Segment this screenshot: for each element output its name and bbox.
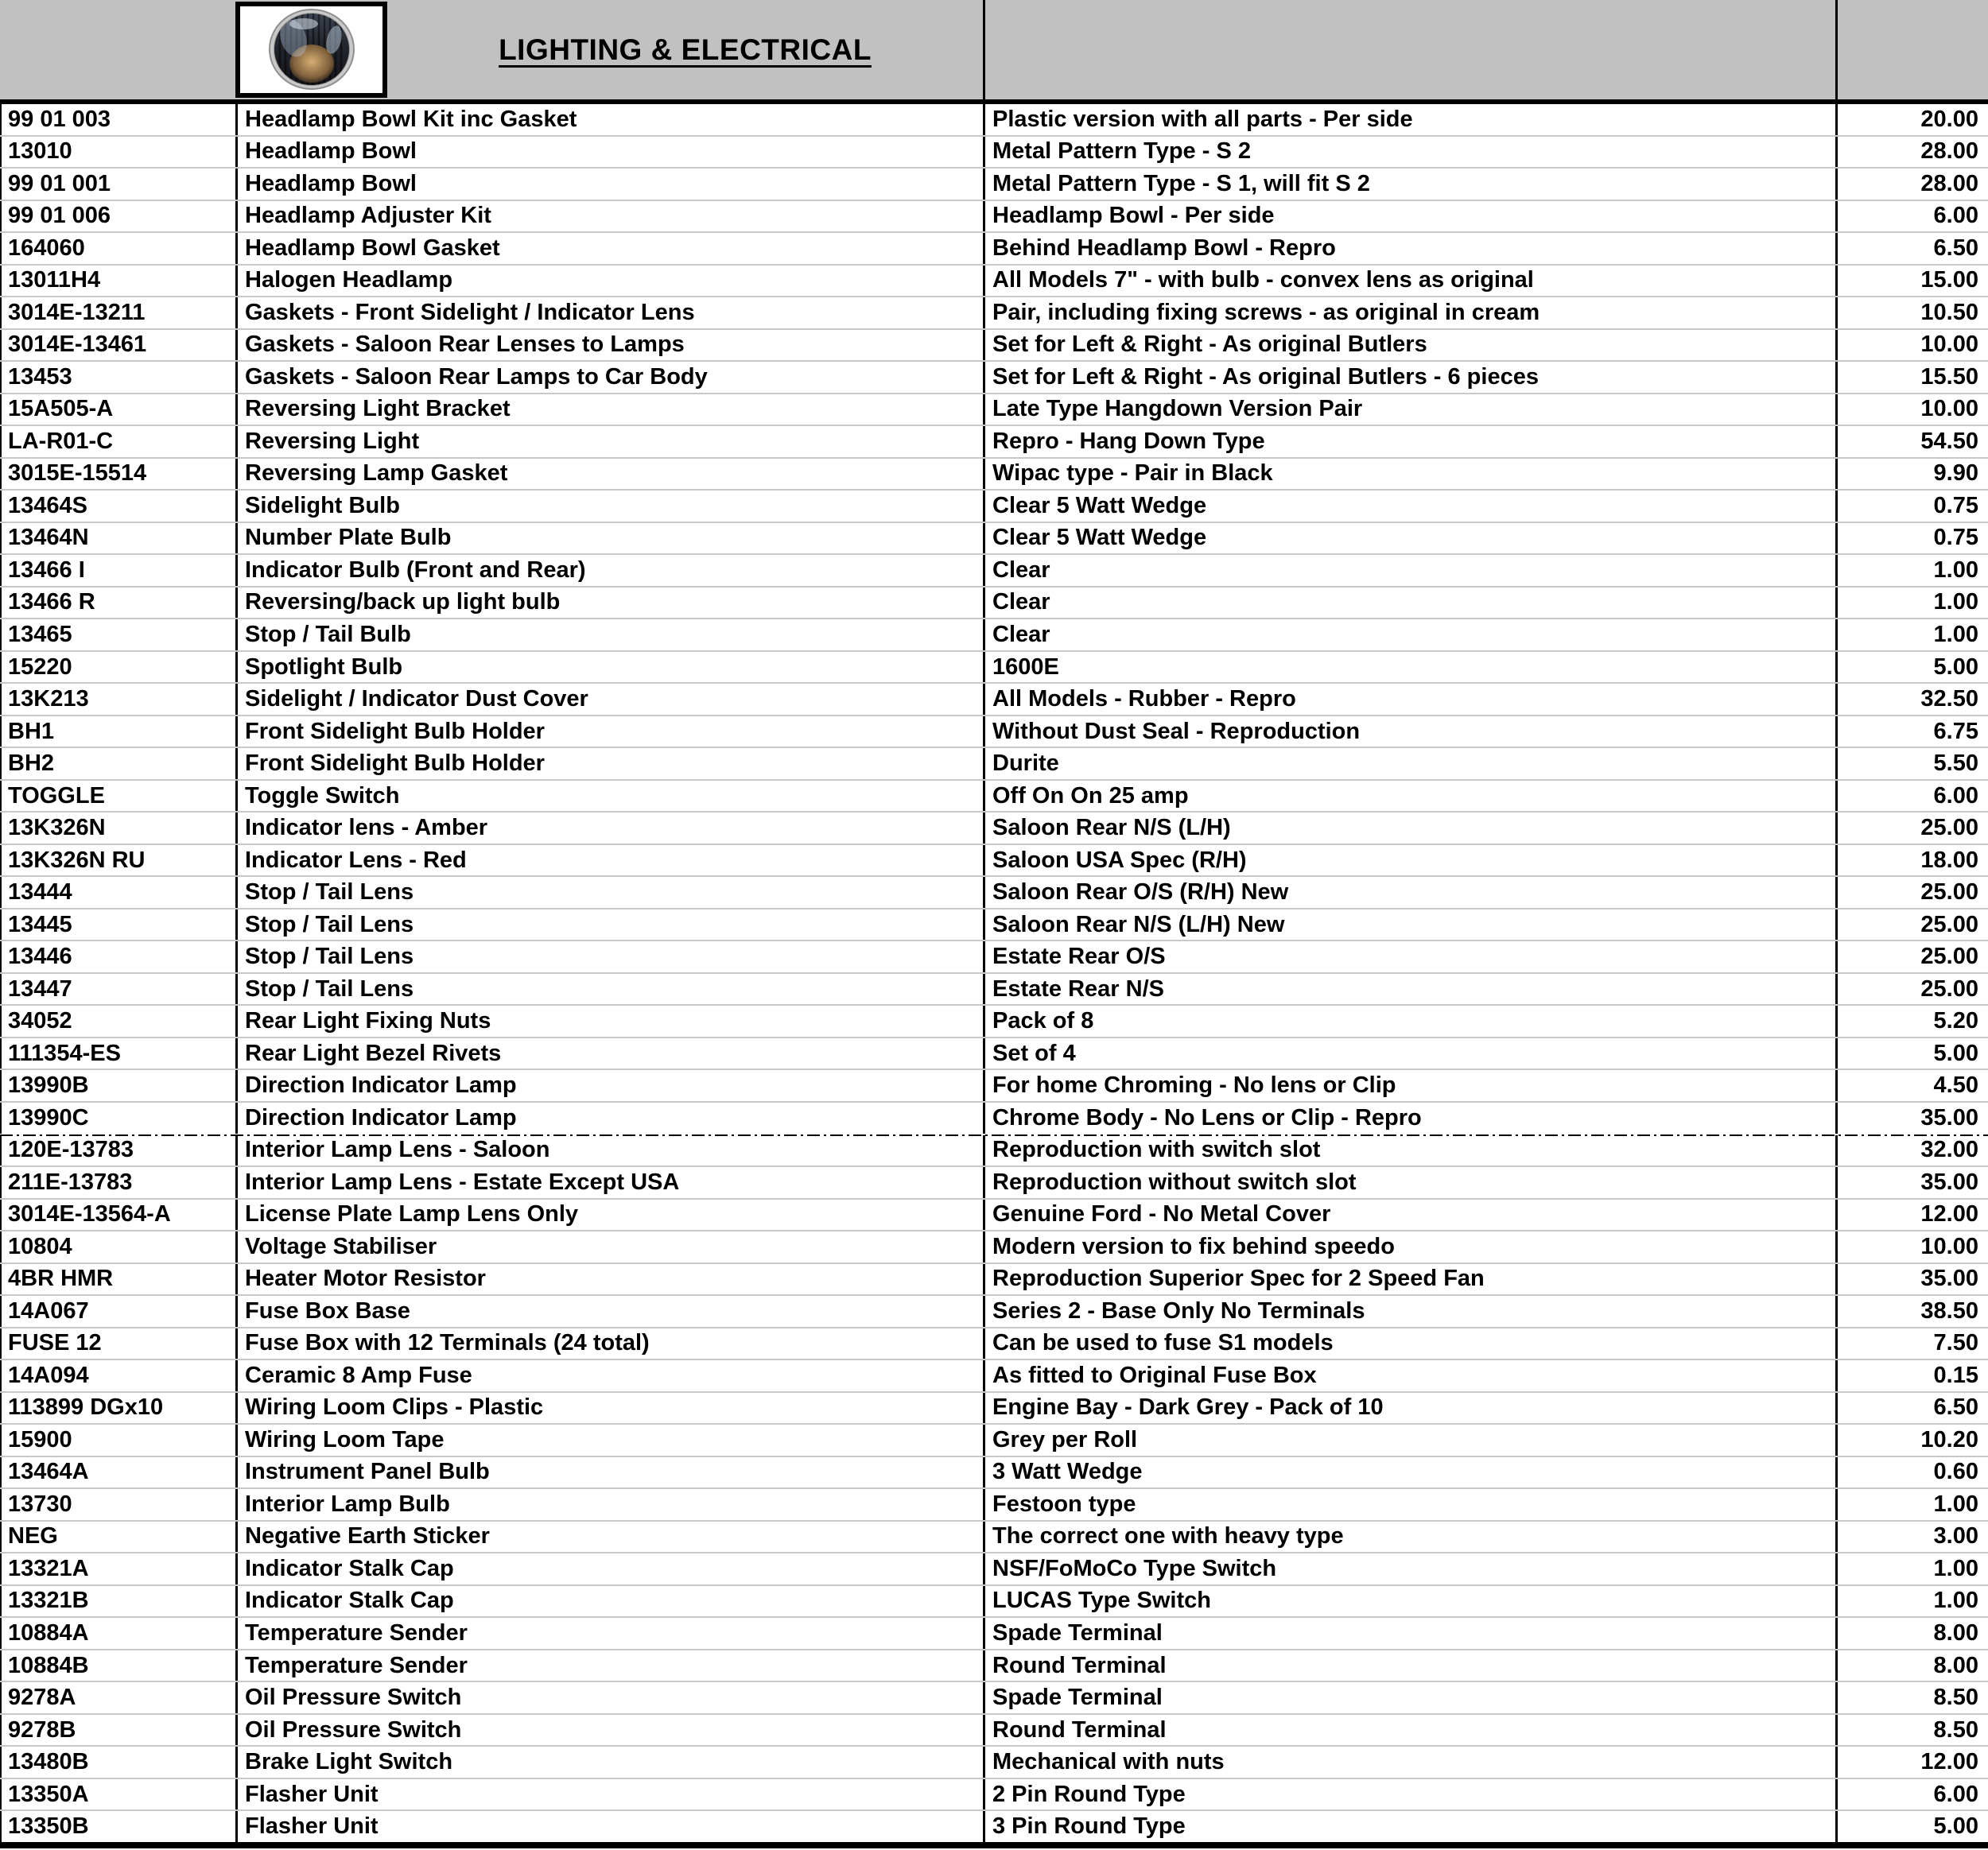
table-row xyxy=(0,1682,1988,1715)
description-cell: Headlamp Bowl xyxy=(235,169,983,200)
headlamp-image-frame xyxy=(235,2,387,98)
table-row xyxy=(0,555,1988,588)
table-row xyxy=(0,491,1988,523)
price-cell: 10.20 xyxy=(1835,1425,1988,1456)
table-row xyxy=(0,813,1988,845)
price-cell: 54.50 xyxy=(1835,426,1988,457)
detail-cell: Chrome Body - No Lens or Clip - Repro xyxy=(983,1103,1835,1134)
price-cell: 5.00 xyxy=(1835,1811,1988,1842)
part-number-cell: 13730 xyxy=(0,1489,235,1520)
price-cell: 1.00 xyxy=(1835,588,1988,619)
price-cell: 6.50 xyxy=(1835,233,1988,264)
description-cell: Sidelight Bulb xyxy=(235,491,983,522)
table-row xyxy=(0,1618,1988,1650)
detail-cell: Saloon Rear O/S (R/H) New xyxy=(983,877,1835,908)
price-cell: 32.00 xyxy=(1835,1135,1988,1166)
price-cell: 6.00 xyxy=(1835,781,1988,812)
price-cell: 15.00 xyxy=(1835,266,1988,297)
description-cell: Oil Pressure Switch xyxy=(235,1715,983,1746)
price-cell: 8.50 xyxy=(1835,1715,1988,1746)
price-cell: 6.50 xyxy=(1835,1393,1988,1424)
detail-cell: 3 Pin Round Type xyxy=(983,1811,1835,1842)
price-cell: 0.75 xyxy=(1835,523,1988,554)
part-number-cell: 10884A xyxy=(0,1618,235,1649)
part-number-cell: 14A094 xyxy=(0,1360,235,1391)
table-row xyxy=(0,169,1988,201)
table-row xyxy=(0,104,1988,137)
table-row xyxy=(0,1489,1988,1522)
table-row xyxy=(0,459,1988,491)
part-number-cell: LA-R01-C xyxy=(0,426,235,457)
table-row xyxy=(0,1393,1988,1425)
detail-cell: Round Terminal xyxy=(983,1715,1835,1746)
detail-cell: Durite xyxy=(983,748,1835,779)
part-number-cell: 34052 xyxy=(0,1006,235,1037)
description-cell: Direction Indicator Lamp xyxy=(235,1070,983,1101)
detail-cell: Metal Pattern Type - S 2 xyxy=(983,137,1835,168)
description-cell: Reversing Lamp Gasket xyxy=(235,459,983,490)
part-number-cell: 13464S xyxy=(0,491,235,522)
price-cell: 1.00 xyxy=(1835,555,1988,586)
part-number-cell: 13321B xyxy=(0,1586,235,1617)
detail-cell: Set of 4 xyxy=(983,1038,1835,1069)
description-cell: Front Sidelight Bulb Holder xyxy=(235,748,983,779)
table-row xyxy=(0,1457,1988,1490)
table-row xyxy=(0,1425,1988,1457)
detail-cell: Clear xyxy=(983,588,1835,619)
table-row xyxy=(0,1586,1988,1619)
header-column-divider xyxy=(983,0,985,99)
part-number-cell: 13K326N xyxy=(0,813,235,844)
table-row xyxy=(0,941,1988,974)
table-row xyxy=(0,266,1988,298)
description-cell: Ceramic 8 Amp Fuse xyxy=(235,1360,983,1391)
price-cell: 15.50 xyxy=(1835,362,1988,393)
part-number-cell: 13010 xyxy=(0,137,235,168)
price-cell: 25.00 xyxy=(1835,941,1988,972)
part-number-cell: 13466 R xyxy=(0,588,235,619)
detail-cell: Saloon Rear N/S (L/H) New xyxy=(983,909,1835,941)
detail-cell: Late Type Hangdown Version Pair xyxy=(983,394,1835,425)
table-body xyxy=(0,104,1988,1842)
description-cell: Temperature Sender xyxy=(235,1618,983,1649)
detail-cell: Modern version to fix behind speedo xyxy=(983,1231,1835,1262)
part-number-cell: 13446 xyxy=(0,941,235,972)
detail-cell: Reproduction with switch slot xyxy=(983,1135,1835,1166)
part-number-cell: 13K326N RU xyxy=(0,845,235,876)
price-cell: 1.00 xyxy=(1835,1586,1988,1617)
description-cell: Fuse Box Base xyxy=(235,1296,983,1327)
detail-cell: Clear 5 Watt Wedge xyxy=(983,491,1835,522)
detail-cell: Wipac type - Pair in Black xyxy=(983,459,1835,490)
description-cell: Stop / Tail Lens xyxy=(235,909,983,941)
part-number-cell: 13990B xyxy=(0,1070,235,1101)
description-cell: Flasher Unit xyxy=(235,1779,983,1810)
description-cell: Headlamp Bowl Kit inc Gasket xyxy=(235,104,983,135)
table-row xyxy=(0,1650,1988,1683)
part-number-cell: BH1 xyxy=(0,716,235,747)
detail-cell: Estate Rear O/S xyxy=(983,941,1835,972)
price-cell: 8.00 xyxy=(1835,1618,1988,1649)
table-row xyxy=(0,1167,1988,1200)
detail-cell: The correct one with heavy type xyxy=(983,1522,1835,1553)
table-row xyxy=(0,1779,1988,1812)
detail-cell: For home Chroming - No lens or Clip xyxy=(983,1070,1835,1101)
description-cell: Negative Earth Sticker xyxy=(235,1522,983,1553)
part-number-cell: 15220 xyxy=(0,652,235,683)
price-cell: 35.00 xyxy=(1835,1167,1988,1198)
table-row xyxy=(0,652,1988,685)
description-cell: Headlamp Bowl xyxy=(235,137,983,168)
part-number-cell: 111354-ES xyxy=(0,1038,235,1069)
detail-cell: Reproduction Superior Spec for 2 Speed Fan xyxy=(983,1264,1835,1295)
part-number-cell: 13350A xyxy=(0,1779,235,1810)
description-cell: Wiring Loom Clips - Plastic xyxy=(235,1393,983,1424)
price-cell: 20.00 xyxy=(1835,104,1988,135)
detail-cell: Clear 5 Watt Wedge xyxy=(983,523,1835,554)
price-cell: 4.50 xyxy=(1835,1070,1988,1101)
price-cell: 18.00 xyxy=(1835,845,1988,876)
description-cell: Front Sidelight Bulb Holder xyxy=(235,716,983,747)
table-row xyxy=(0,1296,1988,1328)
detail-cell: Spade Terminal xyxy=(983,1618,1835,1649)
part-number-cell: 13464N xyxy=(0,523,235,554)
part-number-cell: 3014E-13564-A xyxy=(0,1200,235,1231)
table-row xyxy=(0,684,1988,716)
detail-cell: Pair, including fixing screws - as original in cream xyxy=(983,297,1835,328)
price-cell: 0.15 xyxy=(1835,1360,1988,1391)
description-cell: Number Plate Bulb xyxy=(235,523,983,554)
part-number-cell: 13453 xyxy=(0,362,235,393)
price-cell: 6.00 xyxy=(1835,201,1988,232)
part-number-cell: 10884B xyxy=(0,1650,235,1681)
table-row xyxy=(0,201,1988,234)
part-number-cell: 13444 xyxy=(0,877,235,908)
table-row xyxy=(0,523,1988,556)
part-number-cell: 99 01 003 xyxy=(0,104,235,135)
detail-cell: Saloon Rear N/S (L/H) xyxy=(983,813,1835,844)
description-cell: Rear Light Bezel Rivets xyxy=(235,1038,983,1069)
table-row xyxy=(0,1135,1988,1168)
part-number-cell: 4BR HMR xyxy=(0,1264,235,1295)
price-cell: 7.50 xyxy=(1835,1328,1988,1359)
description-cell: Reversing/back up light bulb xyxy=(235,588,983,619)
description-cell: Interior Lamp Lens - Estate Except USA xyxy=(235,1167,983,1198)
price-cell: 25.00 xyxy=(1835,909,1988,941)
description-cell: Instrument Panel Bulb xyxy=(235,1457,983,1488)
table-row xyxy=(0,974,1988,1006)
description-cell: Sidelight / Indicator Dust Cover xyxy=(235,684,983,715)
detail-cell: Behind Headlamp Bowl - Repro xyxy=(983,233,1835,264)
header-column-divider xyxy=(1835,0,1838,99)
part-number-cell: TOGGLE xyxy=(0,781,235,812)
part-number-cell: 3014E-13461 xyxy=(0,330,235,361)
description-cell: Stop / Tail Lens xyxy=(235,877,983,908)
table-row xyxy=(0,426,1988,459)
price-cell: 3.00 xyxy=(1835,1522,1988,1553)
price-cell: 12.00 xyxy=(1835,1200,1988,1231)
detail-cell: Festoon type xyxy=(983,1489,1835,1520)
detail-cell: Headlamp Bowl - Per side xyxy=(983,201,1835,232)
price-cell: 6.00 xyxy=(1835,1779,1988,1810)
detail-cell: Set for Left & Right - As original Butlers xyxy=(983,330,1835,361)
price-cell: 1.00 xyxy=(1835,1553,1988,1584)
part-number-cell: 9278A xyxy=(0,1682,235,1713)
detail-cell: Saloon USA Spec (R/H) xyxy=(983,845,1835,876)
detail-cell: 2 Pin Round Type xyxy=(983,1779,1835,1810)
table-row xyxy=(0,1553,1988,1586)
table-row xyxy=(0,297,1988,330)
price-cell: 32.50 xyxy=(1835,684,1988,715)
part-number-cell: 13480B xyxy=(0,1747,235,1778)
part-number-cell: 10804 xyxy=(0,1231,235,1262)
price-cell: 25.00 xyxy=(1835,877,1988,908)
price-cell: 1.00 xyxy=(1835,619,1988,650)
price-cell: 0.60 xyxy=(1835,1457,1988,1488)
headlamp-photo-icon xyxy=(248,8,375,92)
description-cell: Halogen Headlamp xyxy=(235,266,983,297)
part-number-cell: 164060 xyxy=(0,233,235,264)
price-cell: 28.00 xyxy=(1835,137,1988,168)
table-row xyxy=(0,909,1988,942)
table-row xyxy=(0,1747,1988,1779)
description-cell: Gaskets - Front Sidelight / Indicator Lens xyxy=(235,297,983,328)
part-number-cell: 13465 xyxy=(0,619,235,650)
description-cell: Flasher Unit xyxy=(235,1811,983,1842)
page-break-dashed-line xyxy=(0,1134,1988,1136)
table-row xyxy=(0,1070,1988,1103)
detail-cell: Clear xyxy=(983,619,1835,650)
table-row xyxy=(0,1200,1988,1232)
description-cell: Reversing Light xyxy=(235,426,983,457)
description-cell: License Plate Lamp Lens Only xyxy=(235,1200,983,1231)
description-cell: Reversing Light Bracket xyxy=(235,394,983,425)
table-row xyxy=(0,588,1988,620)
part-number-cell: 13464A xyxy=(0,1457,235,1488)
description-cell: Headlamp Adjuster Kit xyxy=(235,201,983,232)
table-row xyxy=(0,716,1988,749)
part-number-cell: 13011H4 xyxy=(0,266,235,297)
price-cell: 25.00 xyxy=(1835,974,1988,1005)
detail-cell: 1600E xyxy=(983,652,1835,683)
part-number-cell: 13990C xyxy=(0,1103,235,1134)
description-cell: Headlamp Bowl Gasket xyxy=(235,233,983,264)
table-row xyxy=(0,1328,1988,1361)
detail-cell: Genuine Ford - No Metal Cover xyxy=(983,1200,1835,1231)
description-cell: Fuse Box with 12 Terminals (24 total) xyxy=(235,1328,983,1359)
description-cell: Indicator lens - Amber xyxy=(235,813,983,844)
description-cell: Temperature Sender xyxy=(235,1650,983,1681)
detail-cell: Off On On 25 amp xyxy=(983,781,1835,812)
table-row xyxy=(0,781,1988,813)
detail-cell: As fitted to Original Fuse Box xyxy=(983,1360,1835,1391)
description-cell: Oil Pressure Switch xyxy=(235,1682,983,1713)
price-cell: 1.00 xyxy=(1835,1489,1988,1520)
description-cell: Brake Light Switch xyxy=(235,1747,983,1778)
table-row xyxy=(0,362,1988,394)
description-cell: Heater Motor Resistor xyxy=(235,1264,983,1295)
table-row xyxy=(0,1264,1988,1297)
description-cell: Indicator Bulb (Front and Rear) xyxy=(235,555,983,586)
price-cell: 25.00 xyxy=(1835,813,1988,844)
detail-cell: NSF/FoMoCo Type Switch xyxy=(983,1553,1835,1584)
table-row xyxy=(0,233,1988,266)
part-number-cell: 13321A xyxy=(0,1553,235,1584)
page-title: LIGHTING & ELECTRICAL xyxy=(499,33,872,66)
description-cell: Gaskets - Saloon Rear Lamps to Car Body xyxy=(235,362,983,393)
part-number-cell: 120E-13783 xyxy=(0,1135,235,1166)
description-cell: Voltage Stabiliser xyxy=(235,1231,983,1262)
part-number-cell: 13466 I xyxy=(0,555,235,586)
part-number-cell: 15A505-A xyxy=(0,394,235,425)
part-number-cell: NEG xyxy=(0,1522,235,1553)
detail-cell: Repro - Hang Down Type xyxy=(983,426,1835,457)
part-number-cell: 113899 DGx10 xyxy=(0,1393,235,1424)
part-number-cell: BH2 xyxy=(0,748,235,779)
description-cell: Stop / Tail Lens xyxy=(235,974,983,1005)
table-row xyxy=(0,1360,1988,1393)
description-cell: Wiring Loom Tape xyxy=(235,1425,983,1456)
detail-cell: Metal Pattern Type - S 1, will fit S 2 xyxy=(983,169,1835,200)
table-row xyxy=(0,330,1988,363)
price-cell: 5.00 xyxy=(1835,1038,1988,1069)
part-number-cell: 99 01 006 xyxy=(0,201,235,232)
part-number-cell: 3015E-15514 xyxy=(0,459,235,490)
price-cell: 10.50 xyxy=(1835,297,1988,328)
table-row xyxy=(0,748,1988,781)
detail-cell: Reproduction without switch slot xyxy=(983,1167,1835,1198)
price-cell: 28.00 xyxy=(1835,169,1988,200)
price-cell: 35.00 xyxy=(1835,1264,1988,1295)
description-cell: Gaskets - Saloon Rear Lenses to Lamps xyxy=(235,330,983,361)
description-cell: Stop / Tail Bulb xyxy=(235,619,983,650)
detail-cell: Set for Left & Right - As original Butlers - 6 pieces xyxy=(983,362,1835,393)
table-row xyxy=(0,1103,1988,1135)
detail-cell: All Models - Rubber - Repro xyxy=(983,684,1835,715)
detail-cell: Clear xyxy=(983,555,1835,586)
description-cell: Toggle Switch xyxy=(235,781,983,812)
detail-cell: Can be used to fuse S1 models xyxy=(983,1328,1835,1359)
table-row xyxy=(0,877,1988,909)
detail-cell: Grey per Roll xyxy=(983,1425,1835,1456)
part-number-cell: 3014E-13211 xyxy=(0,297,235,328)
table-row xyxy=(0,1715,1988,1747)
part-number-cell: 9278B xyxy=(0,1715,235,1746)
detail-cell: Round Terminal xyxy=(983,1650,1835,1681)
detail-cell: 3 Watt Wedge xyxy=(983,1457,1835,1488)
part-number-cell: 13350B xyxy=(0,1811,235,1842)
part-number-cell: FUSE 12 xyxy=(0,1328,235,1359)
description-cell: Rear Light Fixing Nuts xyxy=(235,1006,983,1037)
detail-cell: Pack of 8 xyxy=(983,1006,1835,1037)
description-cell: Direction Indicator Lamp xyxy=(235,1103,983,1134)
detail-cell: Estate Rear N/S xyxy=(983,974,1835,1005)
table-row xyxy=(0,1006,1988,1038)
part-number-cell: 13447 xyxy=(0,974,235,1005)
table-header xyxy=(0,0,1988,99)
description-cell: Indicator Stalk Cap xyxy=(235,1586,983,1617)
price-cell: 5.50 xyxy=(1835,748,1988,779)
part-number-cell: 99 01 001 xyxy=(0,169,235,200)
price-cell: 0.75 xyxy=(1835,491,1988,522)
price-cell: 10.00 xyxy=(1835,1231,1988,1262)
price-cell: 38.50 xyxy=(1835,1296,1988,1327)
detail-cell: Mechanical with nuts xyxy=(983,1747,1835,1778)
price-cell: 8.50 xyxy=(1835,1682,1988,1713)
description-cell: Interior Lamp Bulb xyxy=(235,1489,983,1520)
price-cell: 9.90 xyxy=(1835,459,1988,490)
table-row xyxy=(0,1811,1988,1842)
price-cell: 10.00 xyxy=(1835,394,1988,425)
table-row xyxy=(0,845,1988,878)
description-cell: Stop / Tail Lens xyxy=(235,941,983,972)
part-number-cell: 14A067 xyxy=(0,1296,235,1327)
detail-cell: Engine Bay - Dark Grey - Pack of 10 xyxy=(983,1393,1835,1424)
detail-cell: Without Dust Seal - Reproduction xyxy=(983,716,1835,747)
description-cell: Indicator Lens - Red xyxy=(235,845,983,876)
price-cell: 8.00 xyxy=(1835,1650,1988,1681)
part-number-cell: 15900 xyxy=(0,1425,235,1456)
part-number-cell: 13445 xyxy=(0,909,235,941)
price-cell: 35.00 xyxy=(1835,1103,1988,1134)
detail-cell: All Models 7" - with bulb - convex lens as original xyxy=(983,266,1835,297)
part-number-cell: 13K213 xyxy=(0,684,235,715)
table-row xyxy=(0,1231,1988,1264)
price-cell: 12.00 xyxy=(1835,1747,1988,1778)
description-cell: Spotlight Bulb xyxy=(235,652,983,683)
description-cell: Indicator Stalk Cap xyxy=(235,1553,983,1584)
part-number-cell: 211E-13783 xyxy=(0,1167,235,1198)
price-cell: 10.00 xyxy=(1835,330,1988,361)
table-row xyxy=(0,619,1988,652)
description-cell: Interior Lamp Lens - Saloon xyxy=(235,1135,983,1166)
price-cell: 5.00 xyxy=(1835,652,1988,683)
detail-cell: LUCAS Type Switch xyxy=(983,1586,1835,1617)
table-bottom-rule xyxy=(0,1842,1988,1848)
detail-cell: Spade Terminal xyxy=(983,1682,1835,1713)
price-cell: 5.20 xyxy=(1835,1006,1988,1037)
table-row xyxy=(0,1522,1988,1554)
price-cell: 6.75 xyxy=(1835,716,1988,747)
table-row xyxy=(0,394,1988,427)
detail-cell: Plastic version with all parts - Per side xyxy=(983,104,1835,135)
table-row xyxy=(0,1038,1988,1071)
table-row xyxy=(0,137,1988,169)
detail-cell: Series 2 - Base Only No Terminals xyxy=(983,1296,1835,1327)
